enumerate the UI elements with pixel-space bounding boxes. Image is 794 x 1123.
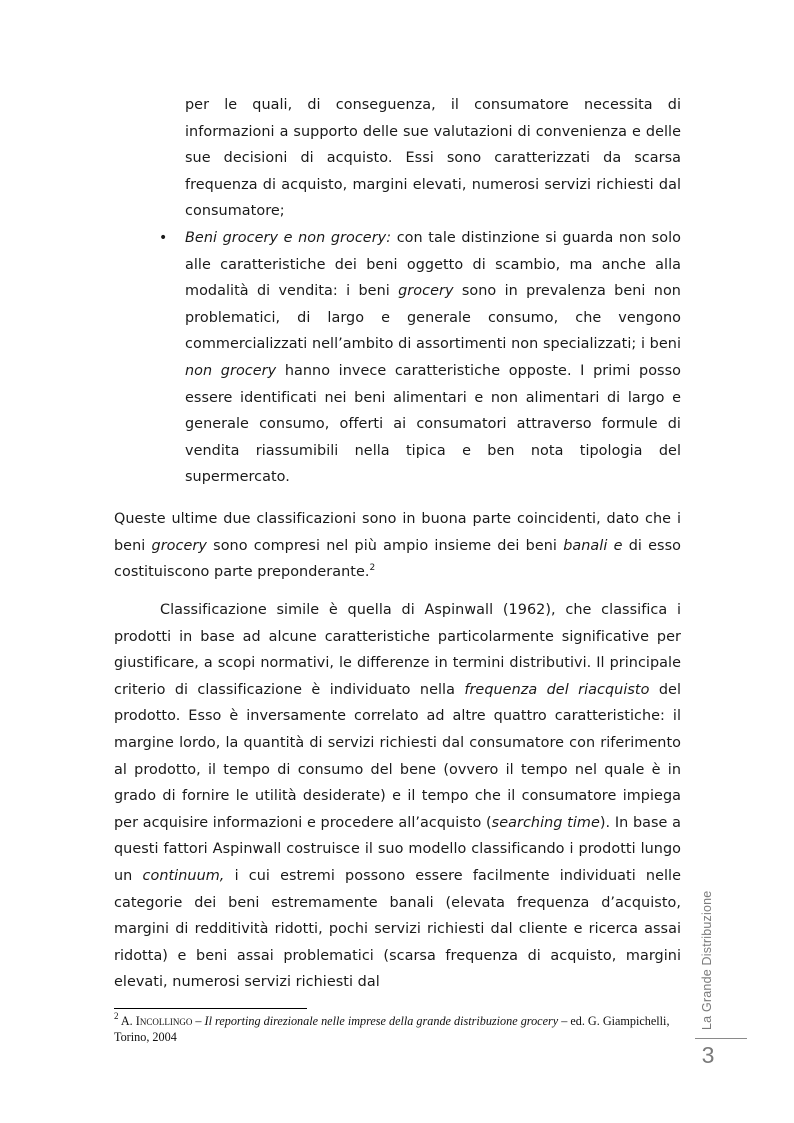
paragraph-text: i cui estremi possono essere facilmente individuati nelle categorie dei beni estremamente banali (elevata frequenza d’acquisto, margini di redditività ridotti, pochi servizi richiesti dal cliente e ricerca assai ridotta) e beni assai problematici (scarsa frequenza di acquisto, margini elevati, numerosi servizi richiesti dal [114, 867, 681, 991]
footnote-title: Il reporting direzionale nelle imprese della grande distribuzione grocery [204, 1014, 559, 1028]
footnote-separator [114, 1008, 307, 1009]
footnote [114, 1011, 681, 1045]
emphasis: non grocery [185, 362, 277, 379]
emphasis: continuum, [142, 867, 225, 884]
page-number: 3 [701, 1042, 715, 1068]
footnote-publisher: – ed. G. Giampichelli, Torino, 2004 [114, 1014, 670, 1044]
bullet-text: hanno invece caratteristiche opposte. I primi posso essere identificati nei beni alimentari e non alimentari di largo e generale consumo, offerti ai consumatori attraverso formule di vendita riassumibili nella tipica e ben nota tipologia del supermercato. [185, 362, 681, 486]
emphasis: grocery [151, 537, 207, 554]
emphasis: grocery [398, 283, 454, 300]
footnote-reference[interactable]: 2 [369, 563, 376, 574]
page-number-rule [695, 1038, 747, 1039]
footnote-author: Incollingo [135, 1014, 193, 1028]
running-title: La Grande Distribuzione [700, 890, 714, 1030]
bullet-marker: • [159, 229, 168, 246]
emphasis: banali e [563, 537, 623, 554]
paragraph-text: del prodotto. Esso è inversamente correlato ad altre quattro caratteristiche: il margine lordo, la quantità di servizi richiesti dal consumatore con riferimento al prodotto, il tempo di consumo del bene (ovvero il tempo nel quale è in grado di fornire le utilità desiderate) e il tempo che il consumatore impiega per acquisire informazioni e procedere all’acquisto ( [114, 681, 682, 831]
bullet-text: con tale distinzione si guarda non solo alle caratteristiche dei beni oggetto di scambio, ma anche alla modalità di vendita: i beni [185, 229, 681, 300]
paragraph-text: ). In base a questi fattori Aspinwall costruisce il suo modello classificando i prodotti lungo un [114, 814, 681, 884]
paragraph-text: Classificazione simile è quella di Aspinwall (1962), che classifica i prodotti in base ad alcune caratteristiche particolarmente significative per giustificare, a scopi normativi, le differenze in termini distributivi. Il principale criterio di classificazione è individuato nella [114, 602, 681, 698]
bullet-list [159, 92, 681, 491]
bullet-continuation: per le quali, di conseguenza, il consumatore necessita di informazioni a supporto delle sue valutazioni di convenienza e delle sue decisioni di acquisto. Essi sono caratterizzati da scarsa frequenza di acquisto, margini elevati, numerosi servizi richiesti dal consumatore; [185, 97, 681, 220]
paragraph-text: di esso costituiscono parte preponderante. [114, 537, 682, 581]
paragraph-text: sono compresi nel più ampio insieme dei beni [206, 537, 564, 554]
footnote-number: 2 [114, 1011, 119, 1021]
bullet-item-grocery [159, 225, 681, 491]
bullet-term: Beni grocery e non grocery: [185, 229, 392, 246]
footnote-dash: – [192, 1014, 205, 1028]
footnote-author-initial: A. [118, 1014, 136, 1028]
bullet-text: sono in prevalenza beni non problematici, di largo e generale consumo, che vengono commercializzati nell’ambito di assortimenti non specializzati; i beni [185, 283, 681, 353]
paragraph-text: Queste ultime due classificazioni sono in buona parte coincidenti, dato che i beni [114, 511, 681, 554]
paragraph-aspinwall [114, 597, 681, 996]
emphasis: frequenza del riacquisto [464, 681, 650, 698]
emphasis: searching time [491, 814, 600, 831]
paragraph-classification-overlap [114, 506, 681, 586]
